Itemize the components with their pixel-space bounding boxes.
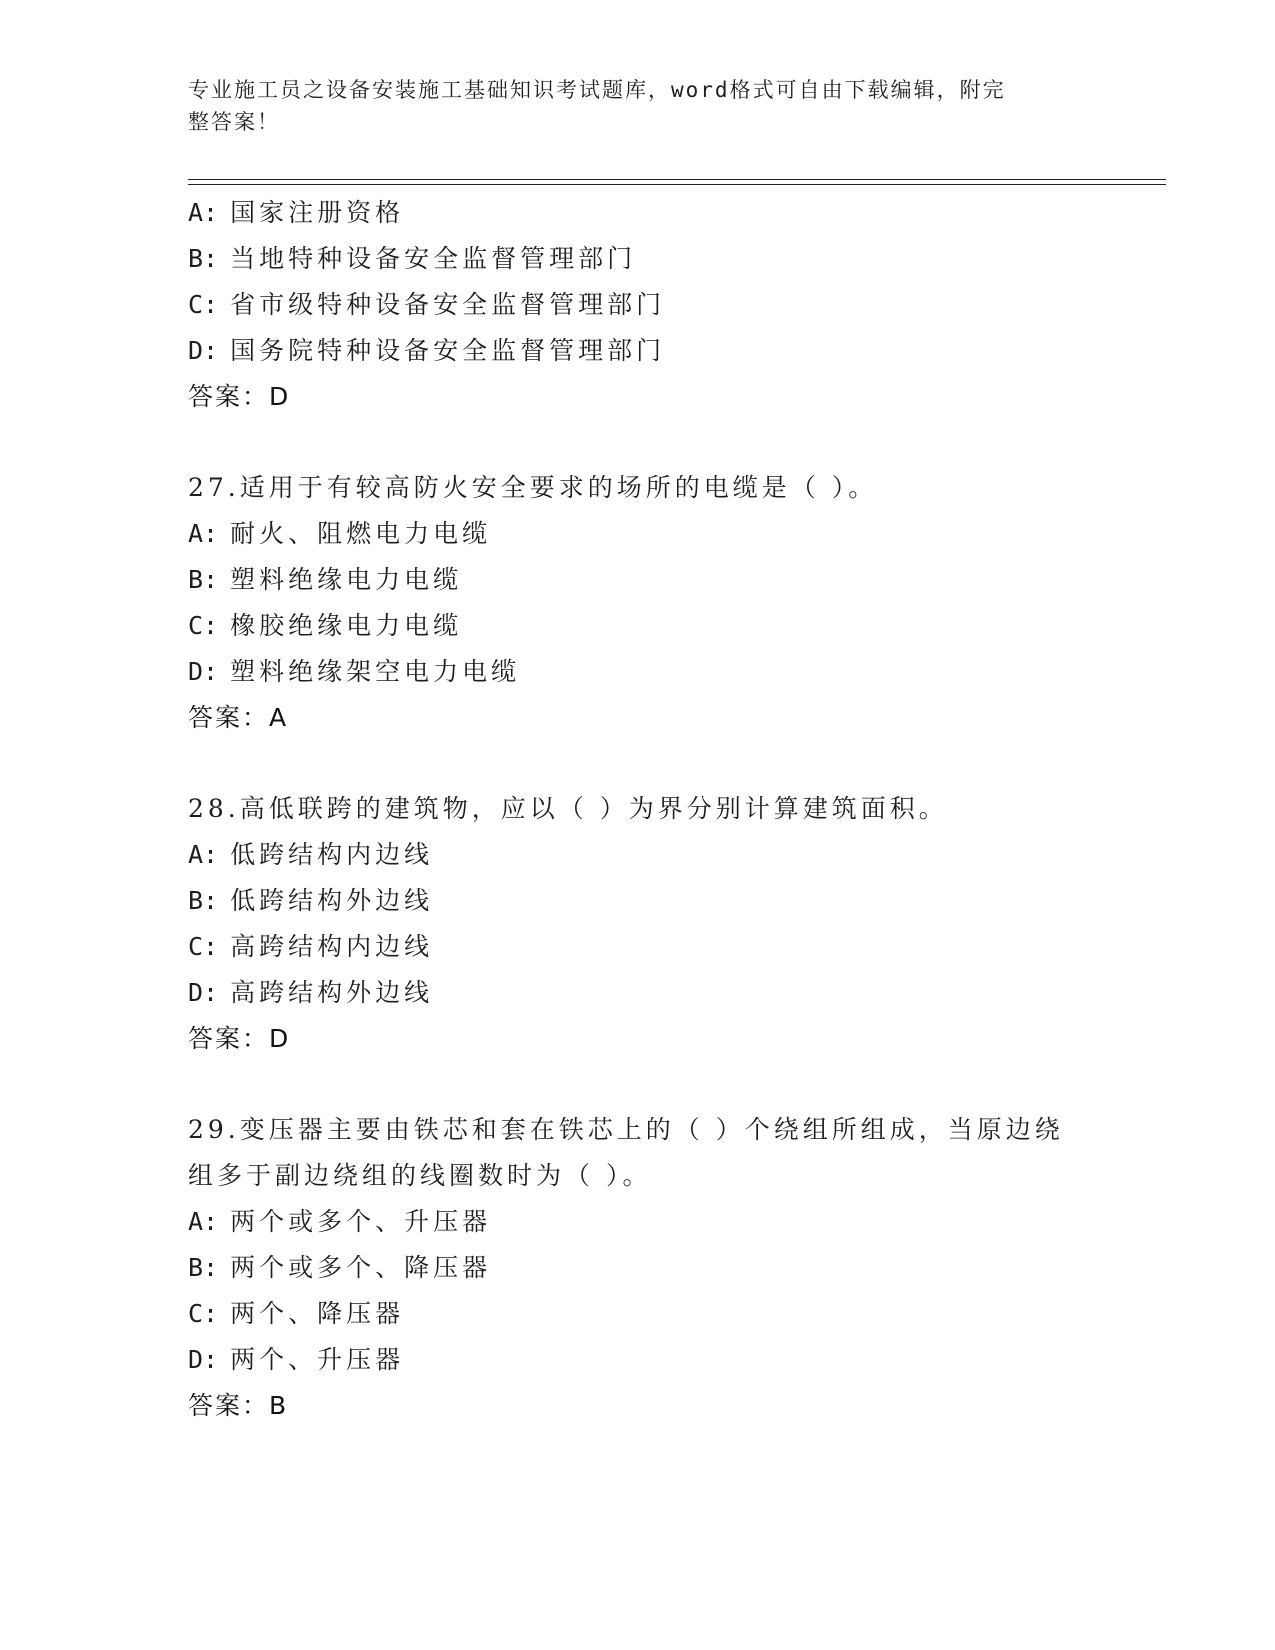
option-key: B:: [188, 244, 219, 273]
question-list: [188, 190, 1088, 1429]
option-key: C:: [188, 611, 219, 640]
question-block-29: [188, 1107, 1088, 1429]
question-stem-line-1: 29.变压器主要由铁芯和套在铁芯上的（ ）个绕组所组成，当原边绕: [188, 1115, 1064, 1144]
question-block-27: [188, 465, 1088, 741]
option-key: A:: [188, 198, 219, 227]
answer-label: 答案：D: [188, 382, 291, 411]
option-c: [188, 282, 1088, 328]
option-key: C:: [188, 932, 219, 961]
answer-label: 答案：B: [188, 1391, 289, 1420]
option-a: [188, 511, 1088, 557]
option-d: [188, 328, 1088, 374]
option-a: [188, 190, 1088, 236]
question-stem: 28.高低联跨的建筑物，应以（ ）为界分别计算建筑面积。: [188, 794, 948, 823]
option-text: 高跨结构外边线: [230, 978, 434, 1007]
option-d: [188, 1337, 1088, 1383]
spacer: [188, 741, 1088, 786]
option-text: 低跨结构外边线: [230, 886, 434, 915]
option-text: 耐火、阻燃电力电缆: [230, 519, 492, 548]
option-d: [188, 649, 1088, 695]
option-b: [188, 557, 1088, 603]
option-text: 低跨结构内边线: [230, 840, 434, 869]
option-b: [188, 236, 1088, 282]
header-note-line-2: 整答案！: [188, 110, 280, 134]
option-text: 省市级特种设备安全监督管理部门: [230, 290, 666, 319]
option-key: D:: [188, 1345, 219, 1374]
option-key: D:: [188, 978, 219, 1007]
option-key: A:: [188, 519, 219, 548]
option-text: 两个或多个、升压器: [230, 1207, 492, 1236]
option-b: [188, 1245, 1088, 1291]
answer-label: 答案：A: [188, 703, 289, 732]
spacer: [188, 1062, 1088, 1107]
question-block-28: [188, 786, 1088, 1062]
option-d: [188, 970, 1088, 1016]
option-key: A:: [188, 840, 219, 869]
option-text: 橡胶绝缘电力电缆: [230, 611, 463, 640]
option-text: 塑料绝缘电力电缆: [230, 565, 463, 594]
option-key: C:: [188, 290, 219, 319]
option-key: A:: [188, 1207, 219, 1236]
option-a: [188, 1199, 1088, 1245]
option-text: 国务院特种设备安全监督管理部门: [230, 336, 666, 365]
option-key: B:: [188, 565, 219, 594]
option-text: 两个、降压器: [230, 1299, 405, 1328]
option-text: 国家注册资格: [230, 198, 405, 227]
option-key: B:: [188, 1253, 219, 1282]
option-key: C:: [188, 1299, 219, 1328]
option-text: 当地特种设备安全监督管理部门: [230, 244, 637, 273]
option-c: [188, 924, 1088, 970]
question-stem-line-2: 组多于副边绕组的线圈数时为（ ）。: [188, 1161, 652, 1190]
option-c: [188, 1291, 1088, 1337]
header-divider-bottom: [188, 184, 1166, 185]
answer-label: 答案：D: [188, 1024, 291, 1053]
option-text: 两个或多个、降压器: [230, 1253, 492, 1282]
spacer: [188, 420, 1088, 465]
question-stem: 27.适用于有较高防火安全要求的场所的电缆是（ ）。: [188, 473, 878, 502]
option-text: 高跨结构内边线: [230, 932, 434, 961]
option-b: [188, 878, 1088, 924]
option-key: B:: [188, 886, 219, 915]
option-key: D:: [188, 657, 219, 686]
header-divider-top: [188, 179, 1166, 180]
option-a: [188, 832, 1088, 878]
option-c: [188, 603, 1088, 649]
option-text: 塑料绝缘架空电力电缆: [230, 657, 521, 686]
header-note-line-1: 专业施工员之设备安装施工基础知识考试题库，word格式可自由下载编辑，附完: [188, 78, 1006, 102]
option-text: 两个、升压器: [230, 1345, 405, 1374]
option-key: D:: [188, 336, 219, 365]
header-note: [188, 74, 1078, 138]
question-block-26: [188, 190, 1088, 420]
